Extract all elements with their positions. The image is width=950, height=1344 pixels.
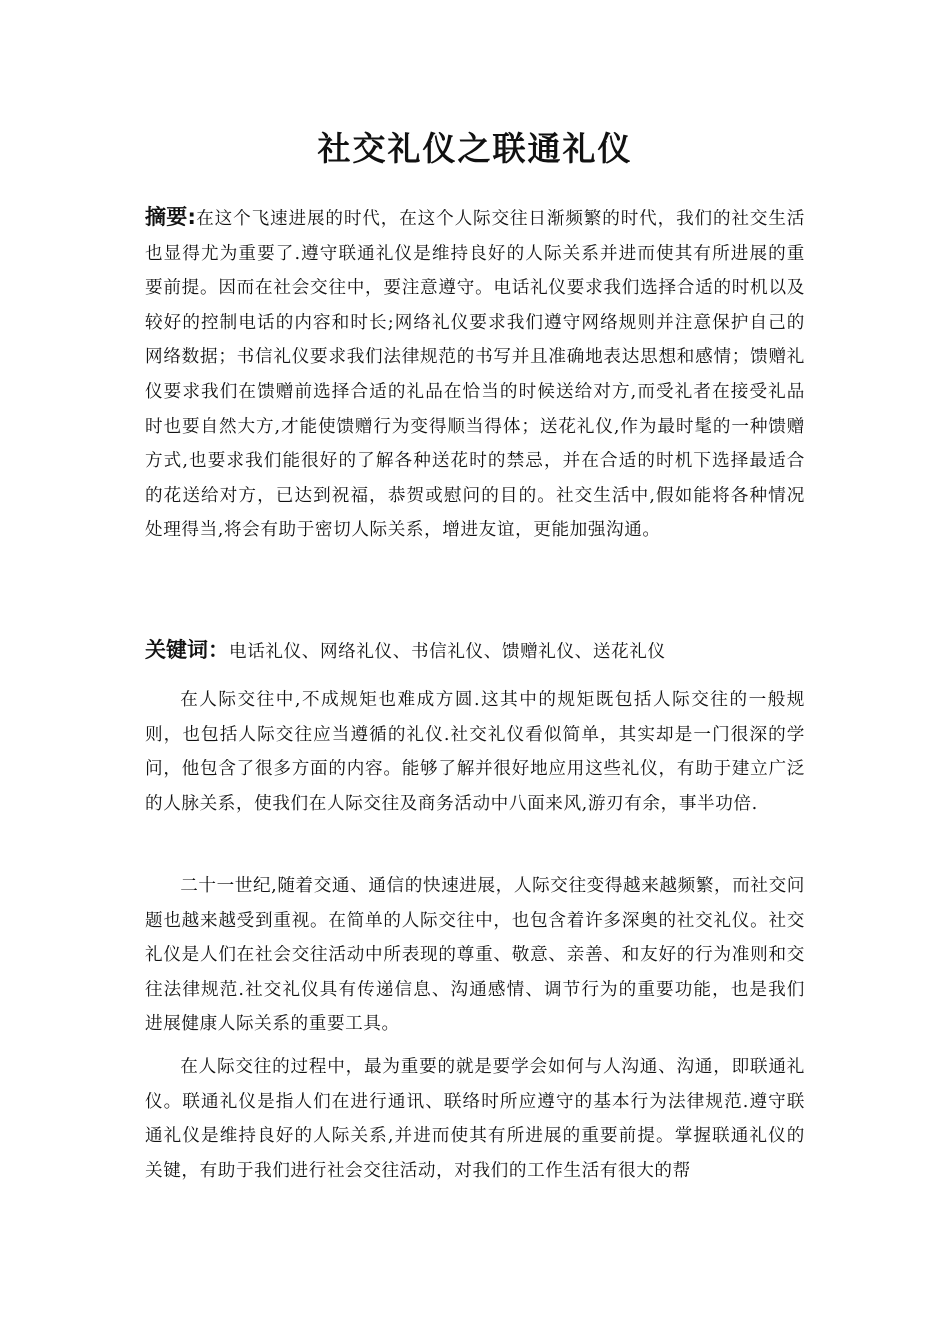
keywords-line	[145, 632, 805, 670]
keywords-text: 电话礼仪、网络礼仪、书信礼仪、馈赠礼仪、送花礼仪	[229, 642, 666, 662]
body-paragraph-1: 在人际交往中,不成规矩也难成方圆.这其中的规矩既包括人际交往的一般规则，也包括人际交往应当遵循的礼仪.社交礼仪看似简单，其实却是一门很深的学问，他包含了很多方面的内容。能够了解并很好地应用这些礼仪，有助于建立广泛的人脉关系，使我们在人际交往及商务活动中八面来风,游刃有余，事半功倍.	[145, 690, 805, 814]
abstract-paragraph	[145, 200, 805, 548]
document-title: 社交礼仪之联通礼仪	[317, 129, 633, 168]
abstract-label: 摘要:	[145, 205, 196, 229]
abstract-text: 在这个飞速进展的时代，在这个人际交往日渐频繁的时代，我们的社交生活也显得尤为重要了.遵守联通礼仪是维持良好的人际关系并进而使其有所进展的重要前提。因而在社会交往中，要注意遵守。电话礼仪要求我们选择合适的时机以及较好的控制电话的内容和时长;网络礼仪要求我们遵守网络规则并注意保护自己的网络数据；书信礼仪要求我们法律规范的书写并且准确地表达思想和感情；馈赠礼仪要求我们在馈赠前选择合适的礼品在恰当的时候送给对方,而受礼者在接受礼品时也要自然大方,才能使馈赠行为变得顺当得体；送花礼仪,作为最时髦的一种馈赠方式,也要求我们能很好的了解各种送花时的禁忌，并在合适的时机下选择最适合的花送给对方，已达到祝福，恭贺或慰问的目的。社交生活中,假如能将各种情况处理得当,将会有助于密切人际关系，增进友谊，更能加强沟通。	[145, 209, 805, 541]
body-paragraph-2: 二十一世纪,随着交通、通信的快速进展，人际交往变得越来越频繁，而社交问题也越来越受到重视。在简单的人际交往中，也包含着许多深奥的社交礼仪。社交礼仪是人们在社会交往活动中所表现的尊重、敬意、亲善、和友好的行为准则和交往法律规范.社交礼仪具有传递信息、沟通感情、调节行为的重要功能，也是我们进展健康人际关系的重要工具。	[145, 876, 805, 1035]
keywords-label: 关键词：	[145, 638, 229, 662]
body-paragraph-3: 在人际交往的过程中，最为重要的就是要学会如何与人沟通、沟通，即联通礼仪。联通礼仪是指人们在进行通讯、联络时所应遵守的基本行为法律规范.遵守联通礼仪是维持良好的人际关系,并进而使其有所进展的重要前提。掌握联通礼仪的关键，有助于我们进行社会交往活动，对我们的工作生活有很大的帮	[145, 1057, 805, 1181]
